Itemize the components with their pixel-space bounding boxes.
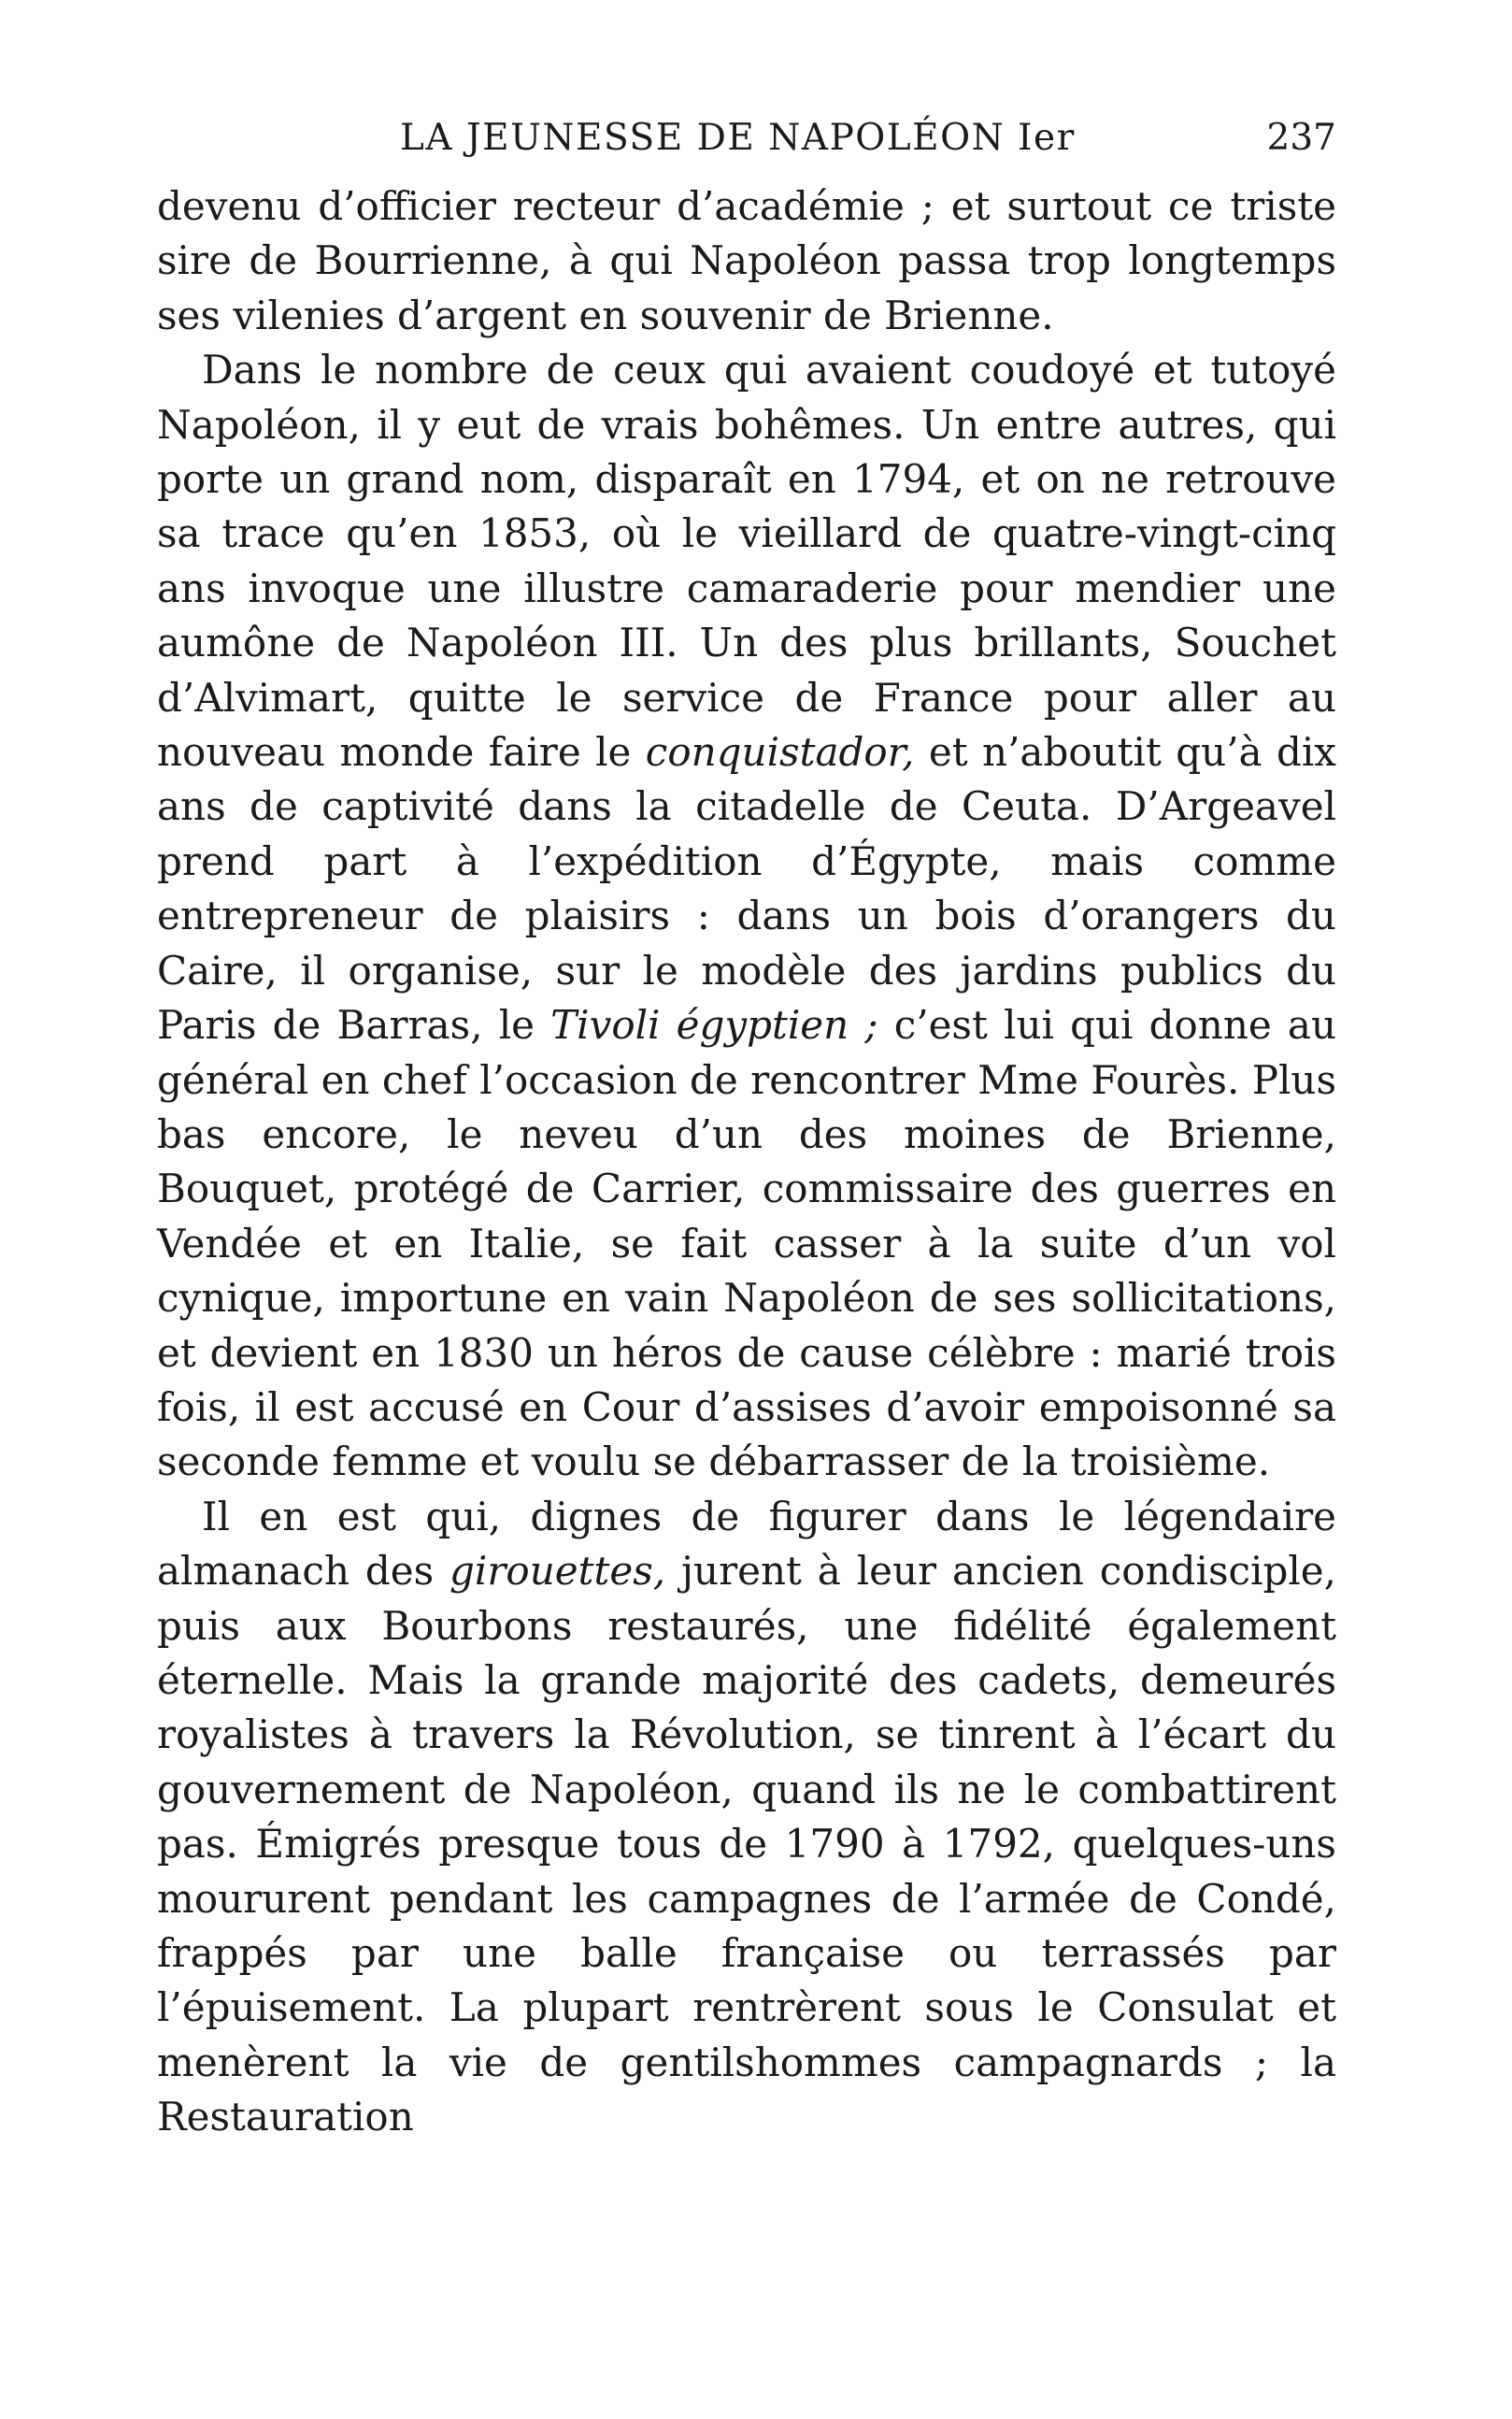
paragraph-1 [157, 179, 1336, 343]
italic-term-girouettes: girouettes, [449, 1548, 666, 1595]
running-title: LA JEUNESSE DE NAPOLÉON Ier [400, 117, 1076, 159]
text-segment: jurent à leur ancien condisciple, puis aux Bourbons restaurés, une fidélité également éternelle. Mais la grande majorité des cadets, demeurés royalistes à travers la Révolution, se tinrent à l’écart du gouvernement de Napoléon, quand ils ne le combattirent pas. Émigrés presque tous de 1790 à 1792, quelques-uns moururent pendant les campagnes de l’armée de Condé, frappés par une balle française ou terrassés par l’épuisement. La plupart rentrèrent sous le Consulat et menèrent la vie de gentilshommes campagnards ; la Restauration [157, 1548, 1336, 2140]
paragraph-2 [157, 343, 1336, 1490]
text-segment: et n’aboutit qu’à dix ans de captivité dans la citadelle de Ceuta. D’Argeavel prend part à l’expédition d’Égypte, mais comme entrepreneur de plaisirs : dans un bois d’orangers du Caire, il organise, sur le modèle des jardins publics du Paris de Barras, le [157, 729, 1336, 1049]
italic-term-tivoli: Tivoli égyptien ; [550, 1002, 878, 1049]
text-segment: c’est lui qui donne au général en chef l’occasion de rencontrer Mme Fourès. Plus bas encore, le neveu d’un des moines de Brienne, Bouquet, protégé de Carrier, commissaire des guerres en Vendée et en Italie, se fait casser à la suite d’un vol cynique, importune en vain Napoléon de ses sollicitations, et devient en 1830 un héros de cause célèbre : marié trois fois, il est accusé en Cour d’assises d’avoir empoisonné sa seconde femme et voulu se débarrasser de la troisième. [157, 1002, 1336, 1485]
book-page [157, 110, 1336, 2145]
page-number: 237 [1266, 117, 1336, 159]
text-segment: Dans le nombre de ceux qui avaient coudoyé et tutoyé Napoléon, il y eut de vrais bohêmes. Un entre autres, qui porte un grand nom, disparaît en 1794, et on ne retrouve sa trace qu’en 1853, où le vieillard de quatre-vingt-cinq ans invoque une illustre camaraderie pour mendier une aumône de Napoléon III. Un des plus brillants, Souchet d’Alvimart, quitte le service de France pour aller au nouveau monde faire le [157, 347, 1336, 776]
text-segment: Il en est qui, dignes de figurer dans le légendaire almanach des [157, 1493, 1336, 1595]
paragraph-3 [157, 1490, 1336, 2145]
text-segment: devenu d’officier recteur d’académie ; et surtout ce triste sire de Bourrienne, à qui Napoléon passa trop longtemps ses vilenies d’argent en souvenir de Brienne. [157, 183, 1336, 338]
running-header [157, 110, 1336, 166]
italic-term-conquistador: conquistador, [645, 729, 915, 776]
body-text [157, 179, 1336, 2145]
